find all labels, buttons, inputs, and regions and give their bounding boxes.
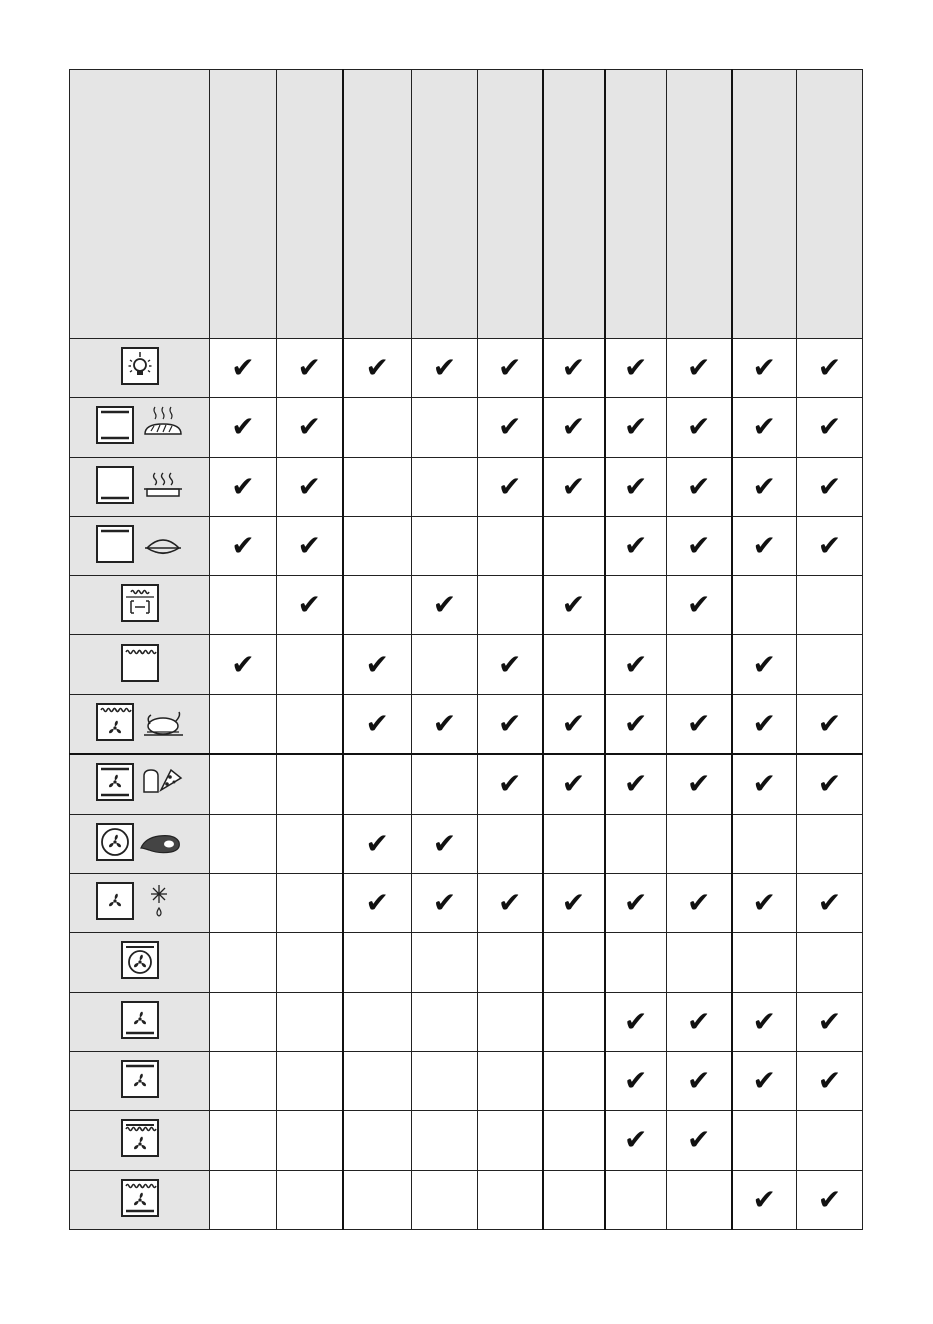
check-cell <box>210 754 277 814</box>
check-cell <box>797 874 863 933</box>
header-cell <box>543 70 605 339</box>
check-cell <box>277 754 343 814</box>
check-mark-icon: ✔ <box>297 588 321 622</box>
check-cell <box>605 874 667 933</box>
check-mark-icon: ✔ <box>687 410 711 444</box>
ring-fan-meat-icon <box>95 822 185 862</box>
fan-bottom-heat-pizza-icon <box>95 762 185 802</box>
check-cell <box>732 398 797 457</box>
check-cell <box>605 516 667 575</box>
check-mark-icon: ✔ <box>231 529 255 563</box>
check-cell <box>667 1111 732 1170</box>
check-cell <box>478 457 543 516</box>
check-cell <box>343 874 412 933</box>
check-mark-icon: ✔ <box>561 588 586 622</box>
check-cell <box>412 339 478 398</box>
header-cell <box>277 70 343 339</box>
check-mark-icon: ✔ <box>687 469 711 503</box>
check-cell <box>343 398 412 457</box>
check-mark-icon: ✔ <box>624 469 648 503</box>
check-cell <box>343 576 412 635</box>
check-mark-icon: ✔ <box>624 886 648 920</box>
table-row <box>70 457 863 516</box>
check-cell <box>667 398 732 457</box>
function-icon-cell <box>70 1051 210 1110</box>
check-cell <box>732 635 797 694</box>
check-cell <box>797 635 863 694</box>
check-cell <box>343 933 412 992</box>
check-cell <box>797 339 863 398</box>
check-cell <box>732 754 797 814</box>
check-cell <box>667 576 732 635</box>
table-row <box>70 576 863 635</box>
check-mark-icon: ✔ <box>624 767 648 801</box>
top-heat-dome-icon <box>95 524 185 564</box>
table-row <box>70 694 863 754</box>
check-cell <box>478 694 543 754</box>
table-row <box>70 933 863 992</box>
header-cell <box>797 70 863 339</box>
check-cell <box>412 992 478 1051</box>
check-cell <box>732 814 797 873</box>
check-cell <box>277 339 343 398</box>
check-mark-icon: ✔ <box>752 529 776 563</box>
check-cell <box>797 1170 863 1230</box>
check-cell <box>605 1170 667 1230</box>
check-mark-icon: ✔ <box>561 886 586 920</box>
check-cell <box>277 635 343 694</box>
check-cell <box>210 635 277 694</box>
fan-grill-chicken-icon <box>95 702 185 742</box>
check-cell <box>543 1111 605 1170</box>
function-icon-cell <box>70 339 210 398</box>
check-cell <box>343 516 412 575</box>
check-mark-icon: ✔ <box>752 647 776 681</box>
check-cell <box>478 1051 543 1110</box>
check-mark-icon: ✔ <box>365 351 389 385</box>
check-cell <box>412 576 478 635</box>
check-cell <box>605 635 667 694</box>
function-icon-cell <box>70 1111 210 1170</box>
check-cell <box>732 992 797 1051</box>
check-cell <box>543 754 605 814</box>
check-cell <box>343 814 412 873</box>
table-row <box>70 516 863 575</box>
check-mark-icon: ✔ <box>687 707 711 741</box>
check-cell <box>210 576 277 635</box>
check-cell <box>667 694 732 754</box>
header-cell <box>210 70 277 339</box>
header-corner-cell <box>70 70 210 339</box>
check-mark-icon: ✔ <box>624 410 648 444</box>
table-row <box>70 398 863 457</box>
table-row <box>70 1111 863 1170</box>
check-cell <box>732 576 797 635</box>
check-mark-icon: ✔ <box>624 1064 648 1098</box>
check-cell <box>343 1170 412 1230</box>
check-cell <box>478 516 543 575</box>
check-cell <box>210 933 277 992</box>
function-icon-cell <box>70 992 210 1051</box>
check-cell <box>412 457 478 516</box>
check-cell <box>543 635 605 694</box>
check-mark-icon: ✔ <box>432 588 457 622</box>
table-row <box>70 814 863 873</box>
check-cell <box>277 814 343 873</box>
bottom-heat-dish-icon <box>95 465 185 505</box>
check-mark-icon: ✔ <box>231 647 255 681</box>
check-cell <box>667 1170 732 1230</box>
function-icon-cell <box>70 457 210 516</box>
check-mark-icon: ✔ <box>624 707 648 741</box>
fan-double-grill-icon <box>120 1118 160 1158</box>
check-mark-icon: ✔ <box>561 707 586 741</box>
check-mark-icon: ✔ <box>817 410 842 444</box>
check-cell <box>412 398 478 457</box>
check-cell <box>732 339 797 398</box>
check-mark-icon: ✔ <box>432 826 457 860</box>
check-cell <box>667 339 732 398</box>
check-cell <box>797 933 863 992</box>
check-cell <box>543 1051 605 1110</box>
function-icon-cell <box>70 635 210 694</box>
check-cell <box>605 694 667 754</box>
check-cell <box>277 576 343 635</box>
check-cell <box>667 874 732 933</box>
check-cell <box>732 874 797 933</box>
check-cell <box>605 1051 667 1110</box>
check-cell <box>797 754 863 814</box>
check-mark-icon: ✔ <box>687 351 711 385</box>
table-row <box>70 635 863 694</box>
check-cell <box>478 1111 543 1170</box>
check-mark-icon: ✔ <box>752 1182 776 1216</box>
header-row <box>70 70 863 339</box>
fan-grill-bottom-heat-icon <box>120 1178 160 1218</box>
check-cell <box>543 694 605 754</box>
check-cell <box>210 874 277 933</box>
header-cell <box>605 70 667 339</box>
check-mark-icon: ✔ <box>624 529 648 563</box>
check-mark-icon: ✔ <box>752 1004 776 1038</box>
check-cell <box>543 874 605 933</box>
check-cell <box>543 814 605 873</box>
check-cell <box>412 635 478 694</box>
check-mark-icon: ✔ <box>752 351 776 385</box>
check-mark-icon: ✔ <box>687 767 711 801</box>
check-mark-icon: ✔ <box>752 469 776 503</box>
check-mark-icon: ✔ <box>687 1004 711 1038</box>
check-mark-icon: ✔ <box>297 351 321 385</box>
check-mark-icon: ✔ <box>498 469 522 503</box>
check-cell <box>478 754 543 814</box>
check-mark-icon: ✔ <box>561 469 586 503</box>
check-mark-icon: ✔ <box>817 767 842 801</box>
check-mark-icon: ✔ <box>432 707 457 741</box>
full-grill-icon <box>120 643 160 683</box>
table-row <box>70 754 863 814</box>
header-cell <box>667 70 732 339</box>
check-cell <box>797 576 863 635</box>
check-cell <box>543 933 605 992</box>
check-cell <box>412 1170 478 1230</box>
check-mark-icon: ✔ <box>231 469 255 503</box>
check-cell <box>543 398 605 457</box>
check-mark-icon: ✔ <box>817 351 842 385</box>
check-cell <box>543 516 605 575</box>
check-mark-icon: ✔ <box>432 351 457 385</box>
function-icon-cell <box>70 576 210 635</box>
check-cell <box>277 516 343 575</box>
check-cell <box>605 457 667 516</box>
check-mark-icon: ✔ <box>687 529 711 563</box>
compatibility-grid <box>69 69 863 1230</box>
check-mark-icon: ✔ <box>498 647 522 681</box>
check-cell <box>277 874 343 933</box>
check-cell <box>605 398 667 457</box>
function-icon-cell <box>70 516 210 575</box>
check-mark-icon: ✔ <box>561 410 586 444</box>
header-cell <box>478 70 543 339</box>
check-cell <box>478 398 543 457</box>
check-cell <box>667 814 732 873</box>
check-cell <box>277 694 343 754</box>
check-cell <box>732 516 797 575</box>
check-cell <box>412 1051 478 1110</box>
check-cell <box>210 814 277 873</box>
check-cell <box>210 398 277 457</box>
function-icon-cell <box>70 933 210 992</box>
check-mark-icon: ✔ <box>561 767 586 801</box>
check-cell <box>478 1170 543 1230</box>
check-mark-icon: ✔ <box>817 1182 842 1216</box>
check-cell <box>412 516 478 575</box>
check-cell <box>667 933 732 992</box>
check-mark-icon: ✔ <box>498 767 522 801</box>
check-cell <box>412 874 478 933</box>
check-mark-icon: ✔ <box>231 410 255 444</box>
check-mark-icon: ✔ <box>752 1064 776 1098</box>
table-row <box>70 1170 863 1230</box>
check-cell <box>543 576 605 635</box>
check-cell <box>797 1111 863 1170</box>
check-cell <box>605 1111 667 1170</box>
check-mark-icon: ✔ <box>752 767 776 801</box>
check-mark-icon: ✔ <box>687 886 711 920</box>
check-cell <box>543 457 605 516</box>
fan-bottom-heat-icon <box>120 1000 160 1040</box>
eco-fan-heat-icon <box>120 940 160 980</box>
function-icon-cell <box>70 398 210 457</box>
check-mark-icon: ✔ <box>624 1123 648 1157</box>
check-cell <box>210 516 277 575</box>
check-cell <box>210 1170 277 1230</box>
check-cell <box>543 339 605 398</box>
check-mark-icon: ✔ <box>817 529 842 563</box>
check-mark-icon: ✔ <box>498 351 522 385</box>
function-icon-cell <box>70 1170 210 1230</box>
header-cell <box>412 70 478 339</box>
check-cell <box>797 516 863 575</box>
check-mark-icon: ✔ <box>498 707 522 741</box>
check-cell <box>210 694 277 754</box>
check-mark-icon: ✔ <box>752 410 776 444</box>
check-cell <box>210 339 277 398</box>
check-mark-icon: ✔ <box>687 588 711 622</box>
check-cell <box>797 457 863 516</box>
check-cell <box>732 1111 797 1170</box>
check-cell <box>797 1051 863 1110</box>
table-row <box>70 874 863 933</box>
check-mark-icon: ✔ <box>498 410 522 444</box>
table-row <box>70 992 863 1051</box>
function-icon-cell <box>70 874 210 933</box>
check-cell <box>210 992 277 1051</box>
check-cell <box>732 694 797 754</box>
check-mark-icon: ✔ <box>752 886 776 920</box>
table-row <box>70 1051 863 1110</box>
check-cell <box>210 457 277 516</box>
table-row <box>70 339 863 398</box>
check-mark-icon: ✔ <box>365 647 389 681</box>
check-cell <box>412 814 478 873</box>
check-cell <box>343 635 412 694</box>
check-cell <box>667 754 732 814</box>
check-cell <box>277 1051 343 1110</box>
check-mark-icon: ✔ <box>752 707 776 741</box>
check-cell <box>797 814 863 873</box>
check-cell <box>412 933 478 992</box>
check-cell <box>343 339 412 398</box>
check-cell <box>277 1170 343 1230</box>
check-cell <box>667 1051 732 1110</box>
check-cell <box>277 457 343 516</box>
small-grill-icon <box>120 583 160 623</box>
check-cell <box>210 1111 277 1170</box>
check-mark-icon: ✔ <box>817 886 842 920</box>
check-cell <box>277 933 343 992</box>
check-mark-icon: ✔ <box>297 469 321 503</box>
fan-defrost-icon <box>95 881 185 921</box>
check-cell <box>667 992 732 1051</box>
check-cell <box>732 1170 797 1230</box>
check-cell <box>732 457 797 516</box>
check-mark-icon: ✔ <box>817 1064 842 1098</box>
check-mark-icon: ✔ <box>432 886 457 920</box>
check-mark-icon: ✔ <box>561 351 586 385</box>
check-cell <box>797 398 863 457</box>
check-cell <box>605 339 667 398</box>
check-mark-icon: ✔ <box>817 469 842 503</box>
check-mark-icon: ✔ <box>365 886 389 920</box>
check-mark-icon: ✔ <box>817 707 842 741</box>
check-cell <box>478 814 543 873</box>
check-cell <box>667 457 732 516</box>
check-cell <box>343 1051 412 1110</box>
check-cell <box>478 635 543 694</box>
check-cell <box>478 339 543 398</box>
check-mark-icon: ✔ <box>365 707 389 741</box>
check-cell <box>210 1051 277 1110</box>
check-cell <box>543 992 605 1051</box>
check-mark-icon: ✔ <box>365 826 389 860</box>
check-mark-icon: ✔ <box>687 1064 711 1098</box>
check-cell <box>667 635 732 694</box>
check-cell <box>343 694 412 754</box>
check-cell <box>797 992 863 1051</box>
check-cell <box>343 457 412 516</box>
check-cell <box>478 992 543 1051</box>
check-cell <box>605 754 667 814</box>
check-cell <box>412 754 478 814</box>
check-cell <box>732 1051 797 1110</box>
check-cell <box>412 1111 478 1170</box>
function-icon-cell <box>70 814 210 873</box>
check-cell <box>343 754 412 814</box>
check-cell <box>277 992 343 1051</box>
check-mark-icon: ✔ <box>231 351 255 385</box>
fan-top-heat-icon <box>120 1059 160 1099</box>
check-mark-icon: ✔ <box>624 647 648 681</box>
check-cell <box>412 694 478 754</box>
check-cell <box>797 694 863 754</box>
function-compatibility-table <box>69 69 862 1230</box>
check-cell <box>605 814 667 873</box>
top-bottom-heat-bread-icon <box>95 405 185 445</box>
check-cell <box>478 874 543 933</box>
check-cell <box>605 933 667 992</box>
check-cell <box>343 1111 412 1170</box>
check-mark-icon: ✔ <box>297 529 321 563</box>
check-mark-icon: ✔ <box>624 351 648 385</box>
check-cell <box>667 516 732 575</box>
check-cell <box>605 992 667 1051</box>
check-mark-icon: ✔ <box>624 1004 648 1038</box>
check-cell <box>478 933 543 992</box>
check-cell <box>478 576 543 635</box>
function-icon-cell <box>70 754 210 814</box>
check-mark-icon: ✔ <box>817 1004 842 1038</box>
check-cell <box>543 1170 605 1230</box>
check-cell <box>277 1111 343 1170</box>
check-cell <box>605 576 667 635</box>
check-mark-icon: ✔ <box>687 1123 711 1157</box>
function-icon-cell <box>70 694 210 754</box>
check-mark-icon: ✔ <box>498 886 522 920</box>
check-cell <box>343 992 412 1051</box>
header-cell <box>732 70 797 339</box>
check-cell <box>277 398 343 457</box>
check-cell <box>732 933 797 992</box>
check-mark-icon: ✔ <box>297 410 321 444</box>
oven-light-icon <box>120 346 160 386</box>
header-cell <box>343 70 412 339</box>
